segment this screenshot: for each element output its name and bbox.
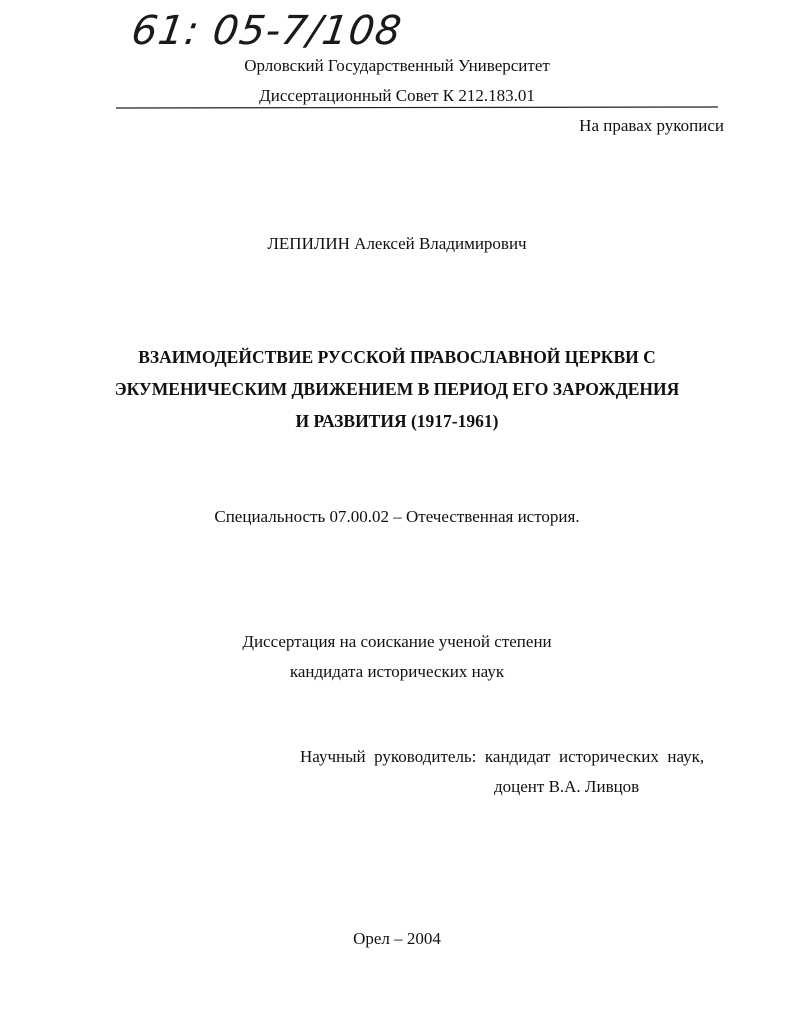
degree-line: Диссертация на соискание ученой степени [242, 632, 552, 651]
manuscript-note: На правах рукописи [579, 116, 724, 135]
header-divider [0, 0, 794, 120]
title-line: ЭКУМЕНИЧЕСКИМ ДВИЖЕНИЕМ В ПЕРИОД ЕГО ЗАРОЖДЕНИЯ [114, 379, 680, 399]
supervisor-line-2: доцент В.А. Ливцов [494, 777, 640, 796]
title-line: ВЗАИМОДЕЙСТВИЕ РУССКОЙ ПРАВОСЛАВНОЙ ЦЕРКВИ С [138, 347, 656, 367]
author-name: ЛЕПИЛИН Алексей Владимирович [267, 234, 527, 253]
specialty: Специальность 07.00.02 – Отечественная история. [214, 507, 580, 526]
dissertation-title [0, 341, 794, 437]
degree [0, 627, 794, 687]
degree-line: кандидата исторических наук [289, 662, 505, 681]
supervisor-line-1: Научный руководитель: кандидат исторических наук, [300, 747, 705, 766]
title-line: И РАЗВИТИЯ (1917-1961) [295, 411, 499, 431]
handwritten-catalog-number: 61: 05-7/108 [128, 8, 405, 54]
dissertation-council: Диссертационный Совет К 212.183.01 [259, 86, 535, 105]
university-name: Орловский Государственный Университет [244, 56, 550, 75]
city-year: Орел – 2004 [353, 929, 441, 948]
